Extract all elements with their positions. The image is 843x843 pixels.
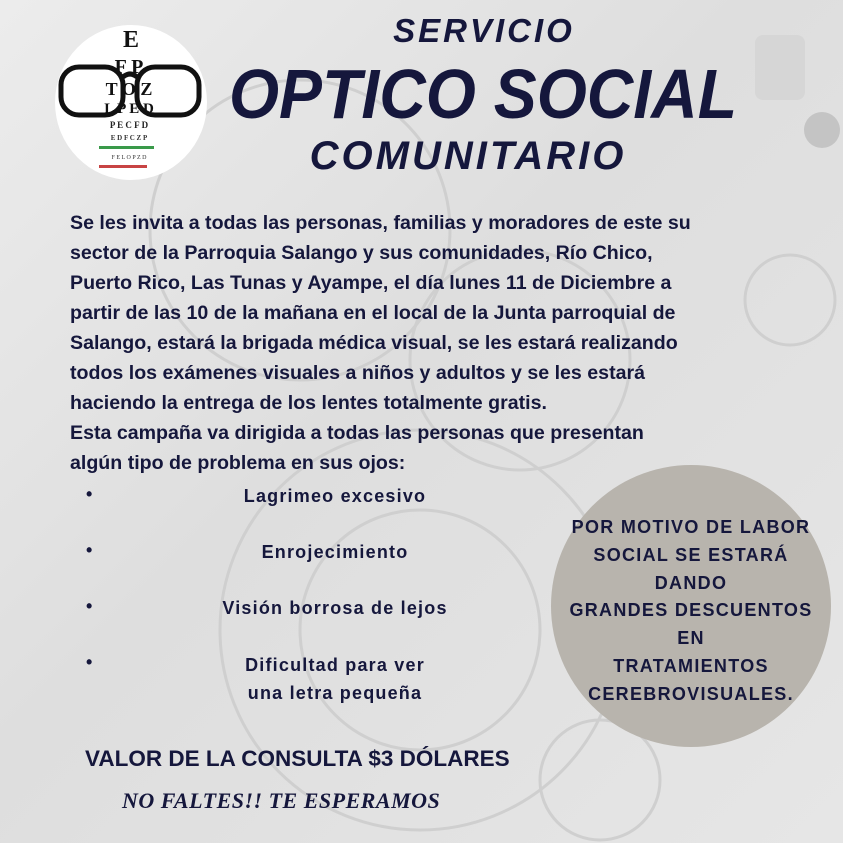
discount-line: CEREBROVISUALES. (588, 683, 794, 704)
consultation-price: VALOR DE LA CONSULTA $3 DÓLARES (85, 746, 510, 771)
svg-text:E D F C Z P: E D F C Z P (110, 134, 148, 142)
svg-text:F P: F P (114, 56, 144, 78)
bullet-item: Visión borrosa de lejos (222, 598, 448, 618)
bullet-item-continuation: una letra pequeña (247, 683, 423, 703)
body-line: Se les invita a todas las personas, familias y moradores de este su (70, 212, 691, 234)
discount-line: DANDO (654, 572, 728, 593)
discount-line: SOCIAL SE ESTARÁ (593, 544, 789, 565)
bullet-icon: • (86, 652, 93, 672)
discount-text (551, 514, 831, 709)
body-line: Puerto Rico, Las Tunas y Ayampe, el día lunes 11 de Diciembre a (70, 272, 672, 294)
bullet-item: Lagrimeo excesivo (243, 486, 427, 506)
svg-text:E: E (122, 27, 140, 53)
body-line: Esta campaña va dirigida a todas las personas que presentan (70, 422, 644, 444)
title-servicio: SERVICIO (393, 12, 575, 49)
svg-text:P E C F D: P E C F D (109, 120, 149, 130)
body-line: partir de las 10 de la mañana en el local de la Junta parroquial de (70, 302, 676, 324)
invitation-text (70, 208, 691, 478)
discount-line: EN (677, 628, 705, 649)
bullet-item: Dificultad para ver (245, 655, 425, 675)
title-comunitario: COMUNITARIO (309, 134, 627, 178)
body-line: Salango, estará la brigada médica visual, se les estará realizando (70, 332, 678, 354)
body-line: algún tipo de problema en sus ojos: (70, 452, 406, 474)
svg-text:T O Z: T O Z (105, 79, 153, 99)
bullet-icon: • (86, 596, 93, 616)
body-line: haciendo la entrega de los lentes totalmente gratis. (70, 392, 547, 414)
bullet-icon: • (86, 484, 93, 504)
svg-text:L P E D: L P E D (104, 101, 154, 117)
title-optico-social: OPTICO SOCIAL (228, 55, 738, 133)
discount-line: POR MOTIVO DE LABOR (571, 517, 811, 537)
bullet-item: Enrojecimiento (261, 542, 409, 562)
body-line: sector de la Parroquia Salango y sus comunidades, Río Chico, (70, 242, 653, 264)
discount-line: GRANDES DESCUENTOS (569, 600, 813, 621)
svg-text:F E L O P Z D: F E L O P Z D (111, 155, 147, 161)
discount-line: TRATAMIENTOS (613, 655, 769, 676)
bullet-icon: • (86, 540, 93, 560)
body-line: todos los exámenes visuales a niños y adultos y se les estará (70, 362, 646, 384)
call-to-action: NO FALTES!! TE ESPERAMOS (122, 788, 441, 813)
